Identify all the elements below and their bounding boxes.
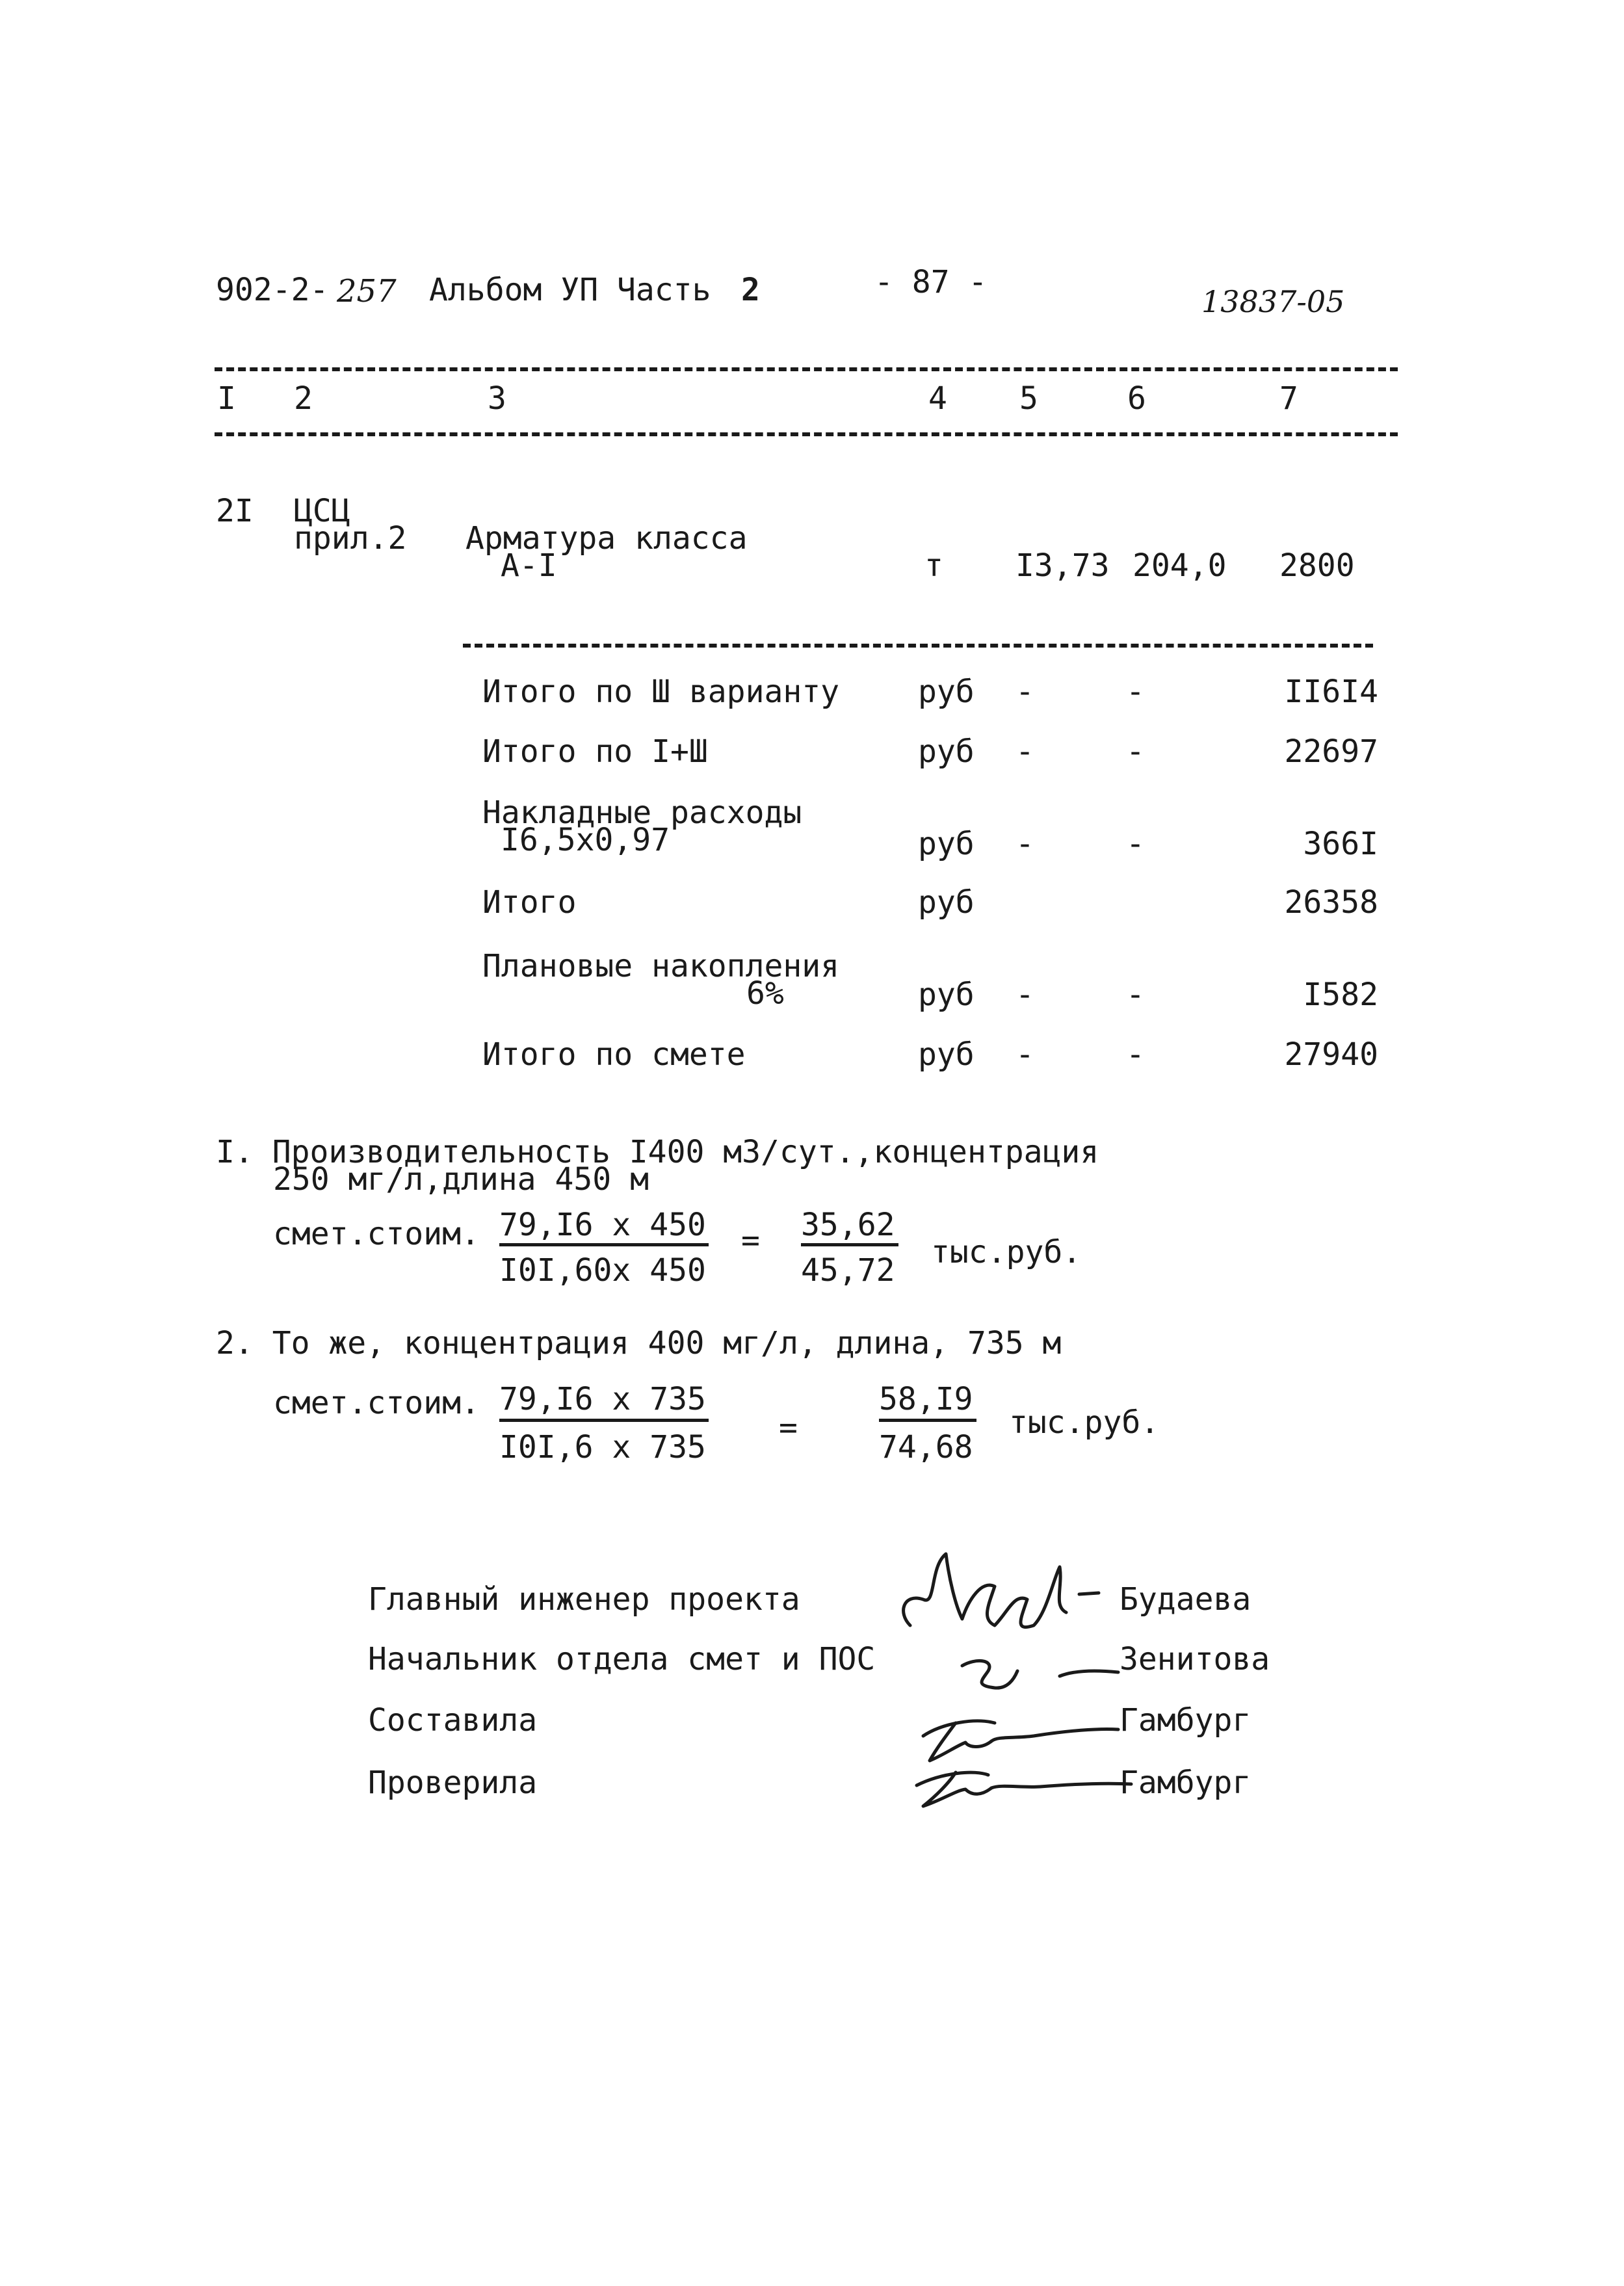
doc-code: 902-2-: [216, 272, 329, 308]
summary-label-percent: 6%: [746, 975, 784, 1012]
album-label: Альбом УП Часть: [429, 272, 711, 308]
note-1-result-bar: [801, 1243, 898, 1246]
col-4: 4: [928, 380, 947, 417]
part-number: 2: [741, 272, 760, 308]
col-7: 7: [1279, 380, 1298, 417]
summary-label-formula: I6,5x0,97: [501, 822, 670, 858]
col-6: 6: [1127, 380, 1146, 417]
summary-total: 27940: [1284, 1036, 1378, 1073]
note-2-result-denominator: 74,68: [879, 1429, 973, 1465]
summary-col6: -: [1126, 826, 1145, 862]
note-1-numerator: 79,I6 x 450: [499, 1207, 706, 1243]
subtotal-rule: [463, 644, 1373, 648]
summary-label: Плановые накопления: [482, 948, 840, 984]
page-number: - 87 -: [874, 264, 988, 300]
summary-label: Итого по Ш варианту: [482, 674, 840, 710]
signatory-name: Гамбург: [1120, 1765, 1251, 1801]
summary-unit: руб: [918, 674, 975, 710]
note-1-fraction-bar: [499, 1243, 709, 1246]
col-3: 3: [488, 380, 506, 417]
item-quantity: I3,73: [1015, 547, 1110, 584]
item-unit: т: [924, 547, 943, 584]
summary-col6: -: [1126, 733, 1145, 770]
summary-label: Накладные расходы: [482, 795, 802, 831]
summary-total: I582: [1303, 977, 1378, 1013]
note-2-text: 2. То же, концентрация 400 мг/л, длина, 735 м: [216, 1325, 1062, 1361]
summary-col5: -: [1015, 826, 1034, 862]
summary-col6: -: [1126, 977, 1145, 1013]
item-price: 204,0: [1133, 547, 1227, 584]
col-5: 5: [1019, 380, 1038, 417]
signatory-name: Зенитова: [1120, 1641, 1270, 1677]
summary-col5: -: [1015, 674, 1034, 710]
item-source: ЦСЦ: [294, 493, 350, 529]
summary-col5: -: [1015, 977, 1034, 1013]
note-2-result-bar: [879, 1419, 976, 1422]
summary-label: Итого по смете: [482, 1036, 746, 1073]
summary-label: Итого: [482, 884, 577, 921]
note-2-equals: =: [779, 1410, 798, 1446]
note-2-prefix: смет.стоим.: [273, 1385, 480, 1421]
note-1-denominator: I0I,60x 450: [499, 1252, 706, 1289]
item-number: 2I: [216, 493, 254, 529]
summary-unit: руб: [918, 884, 975, 921]
signatory-role: Составила: [368, 1702, 538, 1739]
handwritten-signatures: [884, 1541, 1144, 1814]
item-source-appendix: прил.2: [294, 520, 407, 557]
col-2: 2: [294, 380, 313, 417]
note-1-result-denominator: 45,72: [801, 1252, 895, 1289]
note-1-text: I. Производительность I400 м3/сут.,концентрация: [216, 1134, 1099, 1170]
col-1: I: [217, 380, 236, 417]
signatory-name: Гамбург: [1120, 1702, 1251, 1739]
signatory-name: Будаева: [1120, 1581, 1251, 1618]
summary-col5: -: [1015, 1036, 1034, 1073]
note-1-unit: тыс.руб.: [931, 1234, 1082, 1270]
item-name-class: А-I: [501, 547, 557, 584]
summary-total: 22697: [1284, 733, 1378, 770]
note-2-numerator: 79,I6 x 735: [499, 1381, 706, 1417]
summary-col6: -: [1126, 1036, 1145, 1073]
summary-total: II6I4: [1284, 674, 1378, 710]
summary-col6: -: [1126, 674, 1145, 710]
note-1-equals: =: [741, 1222, 760, 1259]
signatory-role: Главный инженер проекта: [368, 1581, 800, 1618]
summary-unit: руб: [918, 826, 975, 862]
summary-unit: руб: [918, 977, 975, 1013]
summary-unit: руб: [918, 733, 975, 770]
summary-label: Итого по I+Ш: [482, 733, 708, 770]
summary-col5: -: [1015, 733, 1034, 770]
note-2-unit: тыс.руб.: [1009, 1404, 1160, 1441]
item-total: 2800: [1279, 547, 1355, 584]
note-1-text-cont: 250 мг/л,длина 450 м: [273, 1161, 649, 1198]
note-2-result-numerator: 58,I9: [879, 1381, 973, 1417]
signatory-role: Начальник отдела смет и ПОС: [368, 1641, 876, 1677]
note-1-prefix: смет.стоим.: [273, 1216, 480, 1252]
note-2-denominator: I0I,6 x 735: [499, 1429, 706, 1465]
summary-total: 26358: [1284, 884, 1378, 921]
doc-code-handwritten: 257: [337, 273, 397, 309]
header-rule-top: [215, 367, 1398, 371]
note-1-result-numerator: 35,62: [801, 1207, 895, 1243]
summary-total: 366I: [1303, 826, 1378, 862]
note-2-fraction-bar: [499, 1419, 709, 1422]
summary-unit: руб: [918, 1036, 975, 1073]
item-name: Арматура класса: [465, 520, 748, 557]
archive-number: 13837-05: [1201, 284, 1345, 319]
signatory-role: Проверила: [368, 1765, 538, 1801]
header-rule-bottom: [215, 432, 1398, 436]
